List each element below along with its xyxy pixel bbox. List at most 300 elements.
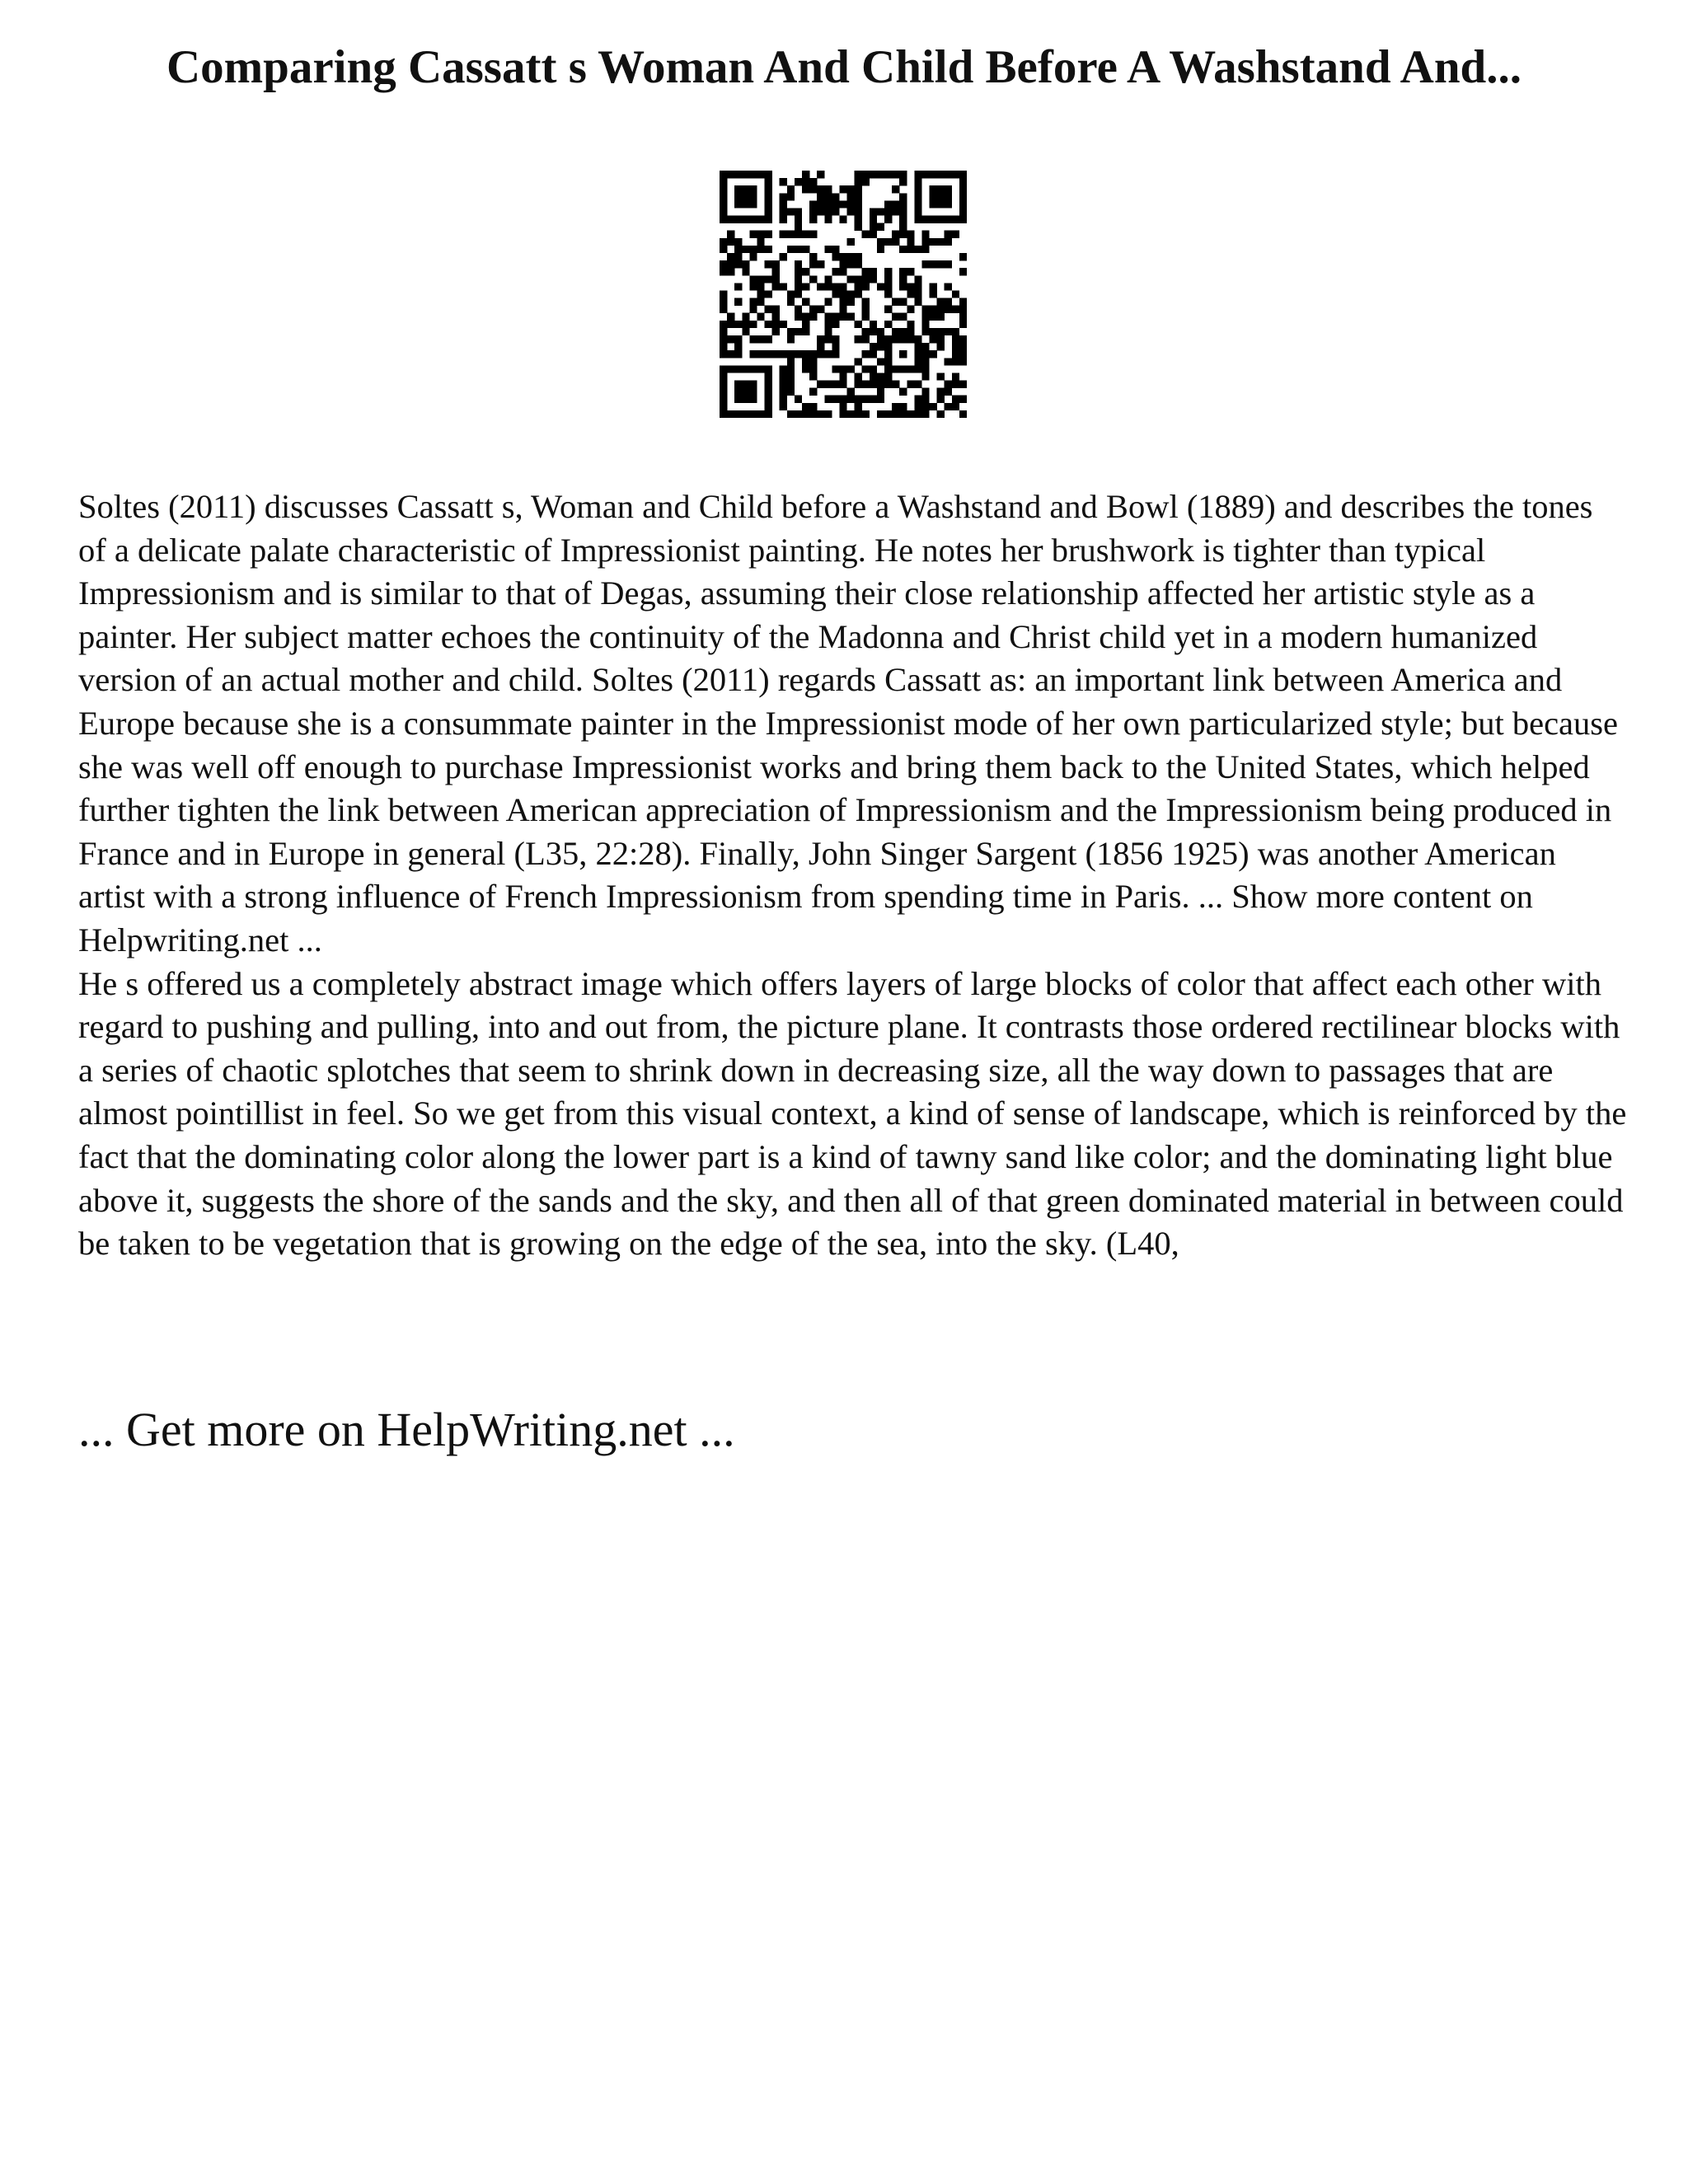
qr-module bbox=[839, 396, 846, 403]
qr-module bbox=[780, 373, 787, 380]
qr-module bbox=[795, 216, 802, 223]
qr-module bbox=[959, 253, 967, 260]
qr-module bbox=[959, 358, 967, 365]
qr-module bbox=[899, 313, 907, 321]
qr-module bbox=[749, 410, 757, 418]
qr-module bbox=[749, 298, 757, 306]
qr-module bbox=[734, 381, 742, 388]
qr-module bbox=[765, 193, 772, 200]
qr-module bbox=[855, 396, 862, 403]
qr-module bbox=[884, 306, 892, 313]
qr-module bbox=[817, 335, 824, 343]
qr-module bbox=[727, 238, 734, 246]
qr-module bbox=[847, 253, 855, 260]
qr-module bbox=[899, 328, 907, 335]
qr-module bbox=[720, 171, 727, 178]
qr-module bbox=[734, 343, 742, 350]
qr-module bbox=[914, 216, 921, 223]
qr-module bbox=[734, 238, 742, 246]
qr-module bbox=[832, 208, 839, 215]
qr-module bbox=[727, 231, 734, 238]
qr-module bbox=[937, 335, 945, 343]
qr-module bbox=[795, 350, 802, 358]
qr-module bbox=[855, 185, 862, 193]
qr-module bbox=[921, 350, 929, 358]
qr-module bbox=[870, 396, 877, 403]
qr-module bbox=[720, 268, 727, 275]
qr-module bbox=[914, 298, 921, 306]
qr-module bbox=[802, 246, 809, 253]
qr-module bbox=[847, 396, 855, 403]
qr-module bbox=[892, 313, 899, 321]
qr-module bbox=[832, 283, 839, 290]
qr-module bbox=[907, 306, 914, 313]
qr-module bbox=[892, 200, 899, 208]
qr-module bbox=[899, 216, 907, 223]
qr-module bbox=[757, 283, 764, 290]
qr-module bbox=[959, 185, 967, 193]
qr-module bbox=[795, 223, 802, 231]
qr-module bbox=[937, 216, 945, 223]
qr-module bbox=[787, 410, 795, 418]
qr-module bbox=[899, 335, 907, 343]
qr-module bbox=[749, 321, 757, 328]
qr-module bbox=[824, 350, 832, 358]
qr-module bbox=[757, 246, 764, 253]
qr-module bbox=[824, 335, 832, 343]
qr-module bbox=[952, 328, 959, 335]
qr-module bbox=[772, 306, 780, 313]
qr-module bbox=[877, 335, 884, 343]
qr-module bbox=[877, 223, 884, 231]
qr-module bbox=[959, 216, 967, 223]
qr-module bbox=[765, 350, 772, 358]
qr-module bbox=[795, 328, 802, 335]
qr-module bbox=[899, 365, 907, 373]
qr-module bbox=[765, 216, 772, 223]
qr-module bbox=[884, 290, 892, 298]
qr-module bbox=[945, 238, 952, 246]
qr-module bbox=[720, 335, 727, 343]
qr-module bbox=[772, 321, 780, 328]
qr-module bbox=[757, 275, 764, 283]
qr-module bbox=[734, 365, 742, 373]
qr-module bbox=[952, 306, 959, 313]
qr-module bbox=[870, 223, 877, 231]
qr-module bbox=[959, 381, 967, 388]
qr-module bbox=[847, 208, 855, 215]
qr-module bbox=[884, 358, 892, 365]
qr-module bbox=[952, 381, 959, 388]
qr-module bbox=[892, 298, 899, 306]
qr-module bbox=[930, 193, 937, 200]
qr-module bbox=[824, 283, 832, 290]
qr-module bbox=[765, 275, 772, 283]
qr-module bbox=[742, 396, 749, 403]
qr-module bbox=[899, 298, 907, 306]
qr-module bbox=[749, 275, 757, 283]
qr-module bbox=[921, 238, 929, 246]
qr-module bbox=[847, 388, 855, 396]
qr-module bbox=[945, 193, 952, 200]
qr-module bbox=[720, 403, 727, 410]
qr-module bbox=[802, 231, 809, 238]
qr-module bbox=[817, 171, 824, 178]
qr-module bbox=[952, 171, 959, 178]
qr-module bbox=[832, 321, 839, 328]
qr-module bbox=[862, 335, 870, 343]
qr-module bbox=[802, 283, 809, 290]
qr-module bbox=[937, 238, 945, 246]
qr-module bbox=[945, 171, 952, 178]
qr-module bbox=[870, 171, 877, 178]
qr-module bbox=[809, 306, 817, 313]
qr-module bbox=[899, 268, 907, 275]
qr-module bbox=[795, 313, 802, 321]
qr-module bbox=[765, 410, 772, 418]
qr-module bbox=[809, 388, 817, 396]
qr-module bbox=[749, 171, 757, 178]
qr-module bbox=[795, 268, 802, 275]
qr-module bbox=[839, 268, 846, 275]
qr-module bbox=[817, 381, 824, 388]
qr-module bbox=[720, 208, 727, 215]
qr-module bbox=[899, 246, 907, 253]
qr-module bbox=[742, 328, 749, 335]
qr-module bbox=[892, 365, 899, 373]
qr-module bbox=[959, 396, 967, 403]
qr-module bbox=[772, 275, 780, 283]
qr-module bbox=[787, 246, 795, 253]
qr-module bbox=[907, 365, 914, 373]
qr-module bbox=[907, 231, 914, 238]
qr-module bbox=[959, 335, 967, 343]
qr-module bbox=[720, 365, 727, 373]
qr-module bbox=[899, 193, 907, 200]
qr-module bbox=[937, 200, 945, 208]
qr-module bbox=[749, 246, 757, 253]
qr-module bbox=[877, 238, 884, 246]
qr-module bbox=[780, 200, 787, 208]
qr-module bbox=[862, 365, 870, 373]
qr-module bbox=[839, 365, 846, 373]
qr-module bbox=[892, 381, 899, 388]
qr-module bbox=[847, 193, 855, 200]
qr-module bbox=[862, 283, 870, 290]
qr-module bbox=[742, 381, 749, 388]
qr-module bbox=[862, 231, 870, 238]
qr-module bbox=[734, 253, 742, 260]
qr-module bbox=[862, 350, 870, 358]
qr-module bbox=[780, 216, 787, 223]
qr-module bbox=[884, 321, 892, 328]
qr-module bbox=[817, 208, 824, 215]
qr-module bbox=[742, 193, 749, 200]
qr-module bbox=[892, 185, 899, 193]
qr-module bbox=[734, 396, 742, 403]
qr-module bbox=[817, 350, 824, 358]
qr-module bbox=[787, 328, 795, 335]
qr-module bbox=[720, 238, 727, 246]
qr-module bbox=[870, 208, 877, 215]
qr-module bbox=[855, 253, 862, 260]
qr-module bbox=[914, 365, 921, 373]
qr-module bbox=[772, 260, 780, 268]
qr-module bbox=[892, 171, 899, 178]
qr-module bbox=[749, 306, 757, 313]
qr-module bbox=[765, 321, 772, 328]
qr-module bbox=[824, 328, 832, 335]
qr-module bbox=[727, 350, 734, 358]
qr-module bbox=[780, 283, 787, 290]
qr-module bbox=[930, 283, 937, 290]
qr-module bbox=[734, 283, 742, 290]
qr-module bbox=[787, 290, 795, 298]
qr-module bbox=[749, 200, 757, 208]
qr-module bbox=[855, 410, 862, 418]
qr-module bbox=[802, 321, 809, 328]
qr-module bbox=[765, 373, 772, 380]
qr-module bbox=[937, 306, 945, 313]
qr-module bbox=[884, 208, 892, 215]
qr-module bbox=[862, 298, 870, 306]
qr-module bbox=[824, 313, 832, 321]
qr-module bbox=[727, 313, 734, 321]
qr-module bbox=[839, 381, 846, 388]
qr-module bbox=[795, 208, 802, 215]
qr-module bbox=[742, 268, 749, 275]
qr-module bbox=[757, 298, 764, 306]
qr-module bbox=[907, 381, 914, 388]
qr-module bbox=[832, 381, 839, 388]
qr-module bbox=[921, 403, 929, 410]
qr-module bbox=[787, 185, 795, 193]
qr-module bbox=[795, 410, 802, 418]
qr-module bbox=[832, 193, 839, 200]
qr-module bbox=[720, 246, 727, 253]
qr-module bbox=[742, 321, 749, 328]
qr-module bbox=[884, 373, 892, 380]
qr-module bbox=[780, 381, 787, 388]
qr-module bbox=[914, 171, 921, 178]
qr-module bbox=[907, 268, 914, 275]
qr-module bbox=[765, 388, 772, 396]
qr-module bbox=[914, 403, 921, 410]
qr-module bbox=[899, 200, 907, 208]
qr-module bbox=[921, 343, 929, 350]
qr-module bbox=[884, 350, 892, 358]
qr-module bbox=[802, 171, 809, 178]
qr-module bbox=[914, 410, 921, 418]
qr-code-icon[interactable] bbox=[720, 171, 967, 418]
qr-module bbox=[884, 410, 892, 418]
qr-module bbox=[765, 365, 772, 373]
qr-module bbox=[921, 231, 929, 238]
qr-module bbox=[959, 298, 967, 306]
qr-module bbox=[720, 410, 727, 418]
qr-module bbox=[959, 178, 967, 185]
qr-module bbox=[855, 381, 862, 388]
qr-module bbox=[907, 283, 914, 290]
qr-module bbox=[824, 275, 832, 283]
qr-module bbox=[720, 388, 727, 396]
qr-module bbox=[930, 290, 937, 298]
qr-module bbox=[855, 335, 862, 343]
qr-module bbox=[817, 306, 824, 313]
qr-module bbox=[847, 290, 855, 298]
qr-module bbox=[757, 335, 764, 343]
get-more-link[interactable]: ... Get more on HelpWriting.net ... bbox=[78, 1403, 735, 1456]
qr-module bbox=[839, 283, 846, 290]
qr-module bbox=[734, 200, 742, 208]
qr-module bbox=[795, 275, 802, 283]
qr-module bbox=[795, 178, 802, 185]
qr-module bbox=[914, 350, 921, 358]
qr-module bbox=[892, 238, 899, 246]
qr-module bbox=[884, 335, 892, 343]
qr-module bbox=[930, 216, 937, 223]
qr-module bbox=[914, 381, 921, 388]
qr-module bbox=[817, 185, 824, 193]
qr-module bbox=[930, 185, 937, 193]
qr-module bbox=[780, 231, 787, 238]
qr-module bbox=[749, 185, 757, 193]
qr-module bbox=[899, 178, 907, 185]
qr-module bbox=[937, 328, 945, 335]
qr-module bbox=[892, 328, 899, 335]
qr-module bbox=[945, 388, 952, 396]
qr-module bbox=[907, 335, 914, 343]
qr-module bbox=[870, 275, 877, 283]
qr-module bbox=[899, 208, 907, 215]
qr-module bbox=[787, 358, 795, 365]
qr-module bbox=[720, 178, 727, 185]
qr-module bbox=[817, 260, 824, 268]
qr-module bbox=[839, 403, 846, 410]
qr-module bbox=[839, 253, 846, 260]
qr-module bbox=[772, 350, 780, 358]
qr-module bbox=[832, 246, 839, 253]
qr-module bbox=[787, 298, 795, 306]
qr-module bbox=[847, 238, 855, 246]
qr-module bbox=[734, 335, 742, 343]
qr-module bbox=[855, 193, 862, 200]
qr-module bbox=[787, 208, 795, 215]
qr-module bbox=[952, 350, 959, 358]
qr-module bbox=[817, 410, 824, 418]
qr-module bbox=[870, 350, 877, 358]
paragraph-soltes-cassatt: Soltes (2011) discusses Cassatt s, Woman and Child before a Washstand and Bowl (1889) and describes the tones of a delicate palate characteristic of Impressionist painting. He notes her brushwork is tighter than typical Impressionism and is similar to that of Degas, assuming their close relationship affected her artistic style as a painter. Her subject matter echoes the continuity of the Madonna and Christ child yet in a modern humanized version of an actual mother and child. Soltes (2011) regards Cassatt as: an important link between America and Europe because she is a consummate painter in the Impressionist mode of her own particularized style; but because she was well off enough to purchase Impressionist works and bring them back to the United States, which helped further tighten the link between American appreciation of Impressionism and the Impressionism being produced in France and in Europe in general (L35, 22:28). Finally, John Singer Sargent (1856 1925) was another American artist with a strong influence of French Impressionism from spending time in Paris. ... Show more content on Helpwriting.net ... bbox=[78, 488, 1619, 958]
qr-module bbox=[809, 373, 817, 380]
qr-module bbox=[720, 350, 727, 358]
qr-module bbox=[832, 343, 839, 350]
qr-module bbox=[765, 260, 772, 268]
qr-module bbox=[802, 358, 809, 365]
qr-module bbox=[824, 185, 832, 193]
qr-module bbox=[862, 313, 870, 321]
qr-module bbox=[952, 231, 959, 238]
qr-module bbox=[809, 350, 817, 358]
qr-module bbox=[734, 260, 742, 268]
qr-module bbox=[720, 381, 727, 388]
qr-module bbox=[749, 396, 757, 403]
qr-module bbox=[742, 388, 749, 396]
qr-module bbox=[824, 208, 832, 215]
qr-module bbox=[899, 171, 907, 178]
qr-module bbox=[930, 335, 937, 343]
qr-module bbox=[855, 321, 862, 328]
qr-module bbox=[877, 396, 884, 403]
qr-module bbox=[832, 365, 839, 373]
qr-module bbox=[907, 328, 914, 335]
qr-module bbox=[765, 171, 772, 178]
qr-module bbox=[907, 410, 914, 418]
qr-module bbox=[809, 178, 817, 185]
qr-module bbox=[787, 231, 795, 238]
qr-module bbox=[937, 193, 945, 200]
qr-module bbox=[855, 178, 862, 185]
qr-module bbox=[720, 200, 727, 208]
qr-module bbox=[787, 373, 795, 380]
qr-module bbox=[802, 350, 809, 358]
qr-module bbox=[824, 246, 832, 253]
qr-module bbox=[855, 358, 862, 365]
qr-module bbox=[720, 216, 727, 223]
qr-module bbox=[884, 275, 892, 283]
qr-module bbox=[914, 290, 921, 298]
qr-module bbox=[914, 335, 921, 343]
qr-module bbox=[817, 200, 824, 208]
qr-module bbox=[780, 178, 787, 185]
qr-module bbox=[930, 350, 937, 358]
qr-module bbox=[720, 193, 727, 200]
qr-module bbox=[802, 365, 809, 373]
qr-module bbox=[832, 268, 839, 275]
qr-module bbox=[884, 200, 892, 208]
qr-module bbox=[959, 321, 967, 328]
qr-module bbox=[839, 185, 846, 193]
qr-module bbox=[802, 328, 809, 335]
qr-module bbox=[959, 313, 967, 321]
qr-module bbox=[945, 231, 952, 238]
qr-module bbox=[952, 373, 959, 380]
qr-module bbox=[765, 185, 772, 193]
qr-module bbox=[847, 298, 855, 306]
qr-module bbox=[787, 388, 795, 396]
qr-module bbox=[921, 410, 929, 418]
qr-module bbox=[757, 231, 764, 238]
qr-module bbox=[720, 343, 727, 350]
qr-module bbox=[877, 410, 884, 418]
qr-module bbox=[884, 238, 892, 246]
qr-module bbox=[855, 290, 862, 298]
qr-module bbox=[877, 358, 884, 365]
qr-module bbox=[727, 335, 734, 343]
qr-module bbox=[945, 403, 952, 410]
qr-module bbox=[795, 260, 802, 268]
qr-module bbox=[930, 328, 937, 335]
qr-module bbox=[765, 246, 772, 253]
qr-module bbox=[824, 216, 832, 223]
qr-module bbox=[839, 216, 846, 223]
qr-module bbox=[734, 321, 742, 328]
qr-module bbox=[862, 275, 870, 283]
qr-module bbox=[892, 208, 899, 215]
qr-module bbox=[862, 306, 870, 313]
qr-module bbox=[921, 321, 929, 328]
qr-module bbox=[824, 396, 832, 403]
qr-module bbox=[847, 313, 855, 321]
